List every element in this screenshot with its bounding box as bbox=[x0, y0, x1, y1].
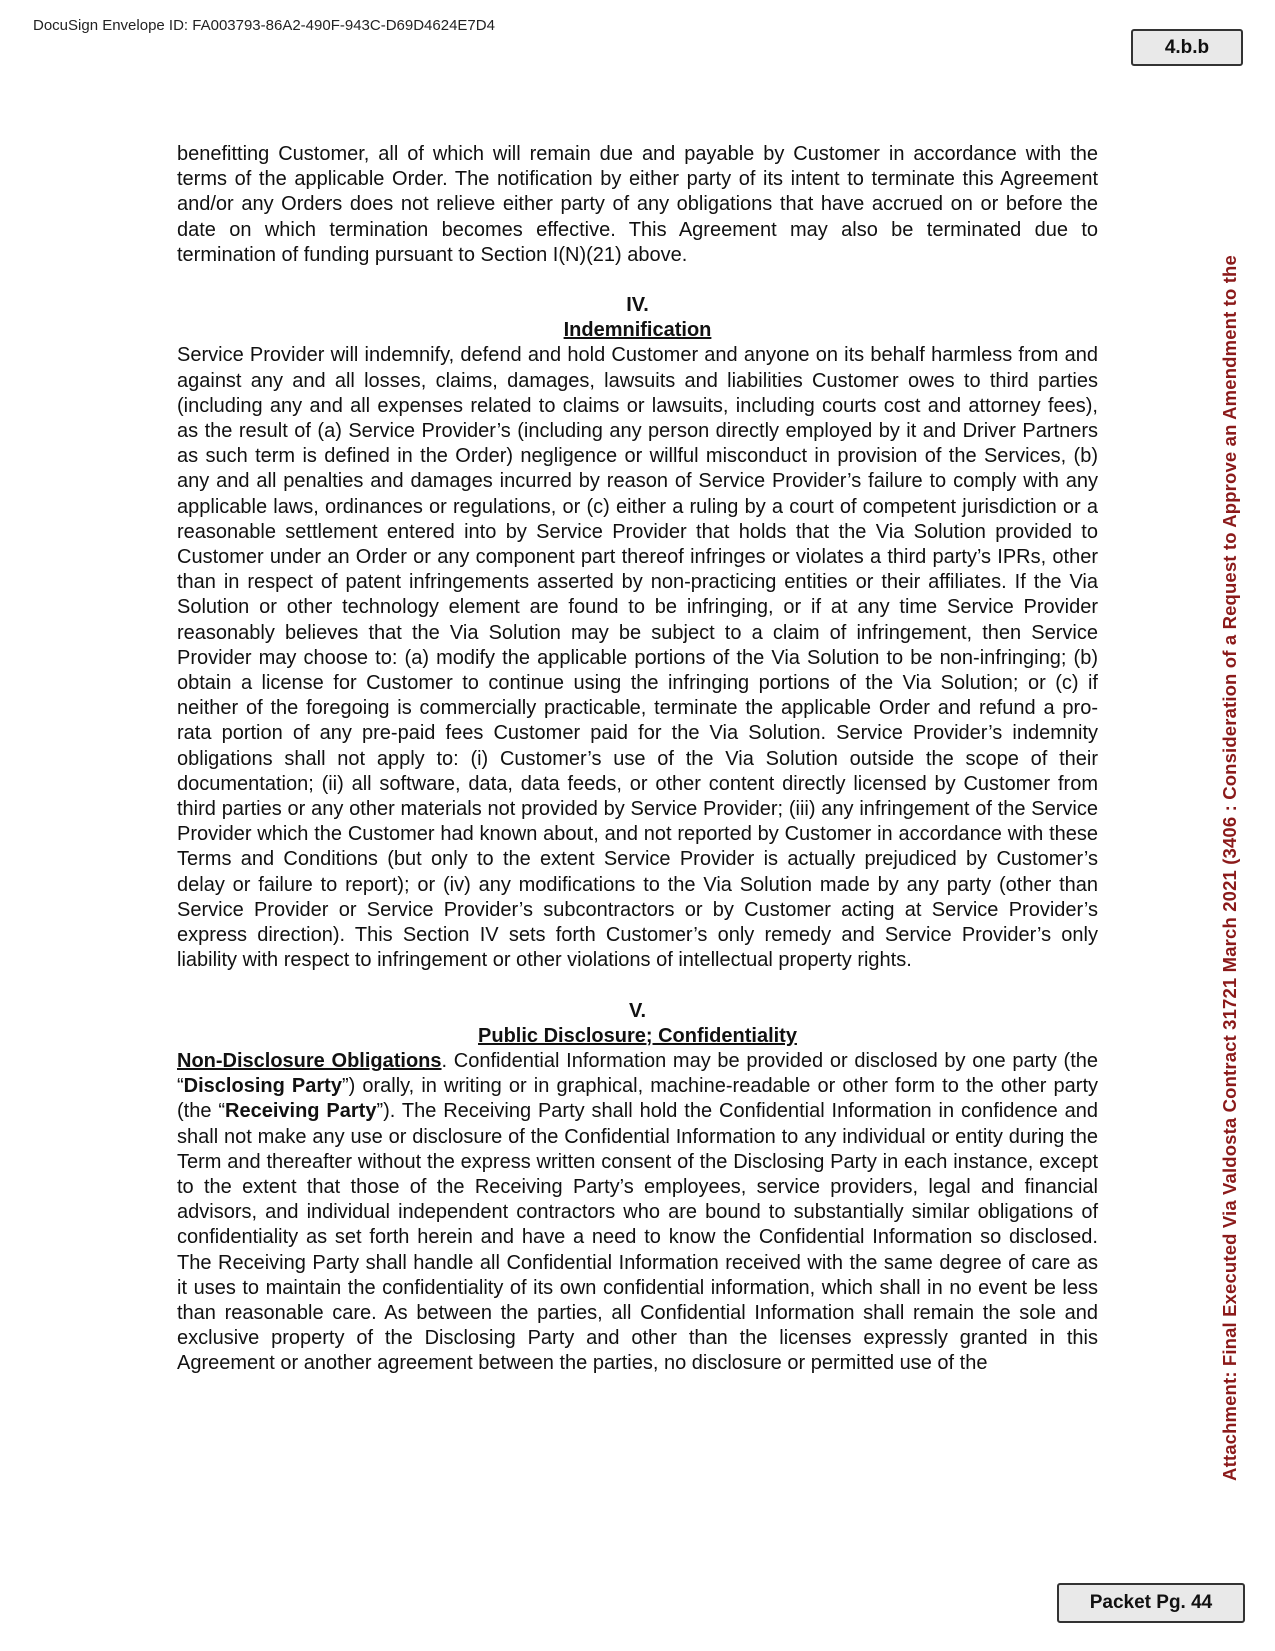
section-iv-title: Indemnification bbox=[563, 319, 712, 342]
section-v-heading bbox=[177, 999, 1098, 1049]
packet-page-badge: Packet Pg. 44 bbox=[1057, 1583, 1245, 1623]
disclosing-party-term: Disclosing Party bbox=[183, 1075, 342, 1098]
section-v-title: Public Disclosure; Confidentiality bbox=[478, 1024, 797, 1047]
section-iv-heading bbox=[177, 293, 1098, 343]
document-body bbox=[177, 142, 1098, 1377]
receiving-party-term: Receiving Party bbox=[225, 1100, 377, 1123]
docusign-envelope-id: DocuSign Envelope ID: FA003793-86A2-490F-943C-D69D4624E7D4 bbox=[33, 17, 495, 34]
agenda-item-badge: 4.b.b bbox=[1131, 29, 1243, 66]
indemnification-paragraph: Service Provider will indemnify, defend and hold Customer and anyone on its behalf harmless from and against any and all losses, claims, damages, lawsuits and liabilities Customer owes to third parties (including any and all expenses related to claims or lawsuits, including courts cost and attorney fees), as the result of (a) Service Provider’s (including any person directly employed by it and Driver Partners as such term is defined in the Order) negligence or willful misconduct in provision of the Services, (b) any and all penalties and damages incurred by reason of Service Provider’s failure to comply with any applicable laws, ordinances or regulations, or (c) either a ruling by a court of competent jurisdiction or a reasonable settlement entered into by Service Provider that holds that the Via Solution provided to Customer under an Order or any component part thereof infringes or violates a third party’s IPRs, other than in respect of patent infringements asserted by non-practicing entities or their affiliates. If the Via Solution or other technology element are found to be infringing, or if at any time Service Provider reasonably believes that the Via Solution may be subject to a claim of infringement, then Service Provider may choose to: (a) modify the applicable portions of the Via Solution to be non-infringing; (b) obtain a license for Customer to continue using the infringing portions of the Via Solution; or (c) if neither of the foregoing is commercially practicable, terminate the applicable Order and refund a pro-rata portion of any pre-paid fees Customer paid for the Via Solution. Service Provider’s indemnity obligations shall not apply to: (i) Customer’s use of the Via Solution outside the scope of their documentation; (ii) all software, data, data feeds, or other content directly licensed by Customer from third parties or any other materials not provided by Service Provider; (iii) any infringement of the Service Provider which the Customer had known about, and not reported by Customer in accordance with these Terms and Conditions (but only to the extent Service Provider is actually prejudiced by Customer’s delay or failure to report); or (iv) any modifications to the Via Solution made by any party (other than Service Provider or Service Provider’s subcontractors or by Customer acting at Service Provider’s express direction). This Section IV sets forth Customer’s only remedy and Service Provider’s only liability with respect to infringement or other violations of intellectual property rights. bbox=[177, 344, 1098, 972]
termination-continuation-paragraph: benefitting Customer, all of which will remain due and payable by Customer in accordance with the terms of the applicable Order. The notification by either party of its intent to terminate this Agreement and/or any Orders does not relieve either party of any obligations that have accrued on or before the date on which termination becomes effective. This Agreement may also be terminated due to termination of funding pursuant to Section I(N)(21) above. bbox=[177, 143, 1098, 266]
nd-text-1: . Confidential Information may be provided or disclosed by one party (the “ bbox=[177, 1049, 1099, 1098]
attachment-side-label: Attachment: Final Executed Via Valdosta Contract 31721 March 2021 (3406 : Consideration of a Request to Approve an Amendment to the bbox=[1219, 255, 1240, 1481]
nd-text-3: ”). The Receiving Party shall hold the Confidential Information in confidence and shall not make any use or disclosure of the Confidential Information to any individual or entity during the Term and thereafter without the express written consent of the Disclosing Party in each instance, except to the extent that those of the Receiving Party’s employees, service providers, legal and financial advisors, and individual independent contractors who are bound to substantially similar obligations of confidentiality as set forth herein and have a need to know the Confidential Information so disclosed. The Receiving Party shall handle all Confidential Information received with the same degree of care as it uses to maintain the confidentiality of its own confidential information, which shall in no event be less than reasonable care. As between the parties, all Confidential Information shall remain the sole and exclusive property of the Disclosing Party and other than the licenses expressly granted in this Agreement or another agreement between the parties, no disclosure or permitted use of the bbox=[177, 1100, 1098, 1375]
non-disclosure-subheading: Non-Disclosure Obligations bbox=[177, 1049, 442, 1072]
section-iv-number: IV. bbox=[626, 294, 649, 317]
section-v-number: V. bbox=[628, 999, 647, 1022]
nd-text-2: ”) orally, in writing or in graphical, machine-readable or other form to the other party (the “ bbox=[177, 1075, 1098, 1123]
non-disclosure-paragraph bbox=[177, 1049, 1098, 1377]
